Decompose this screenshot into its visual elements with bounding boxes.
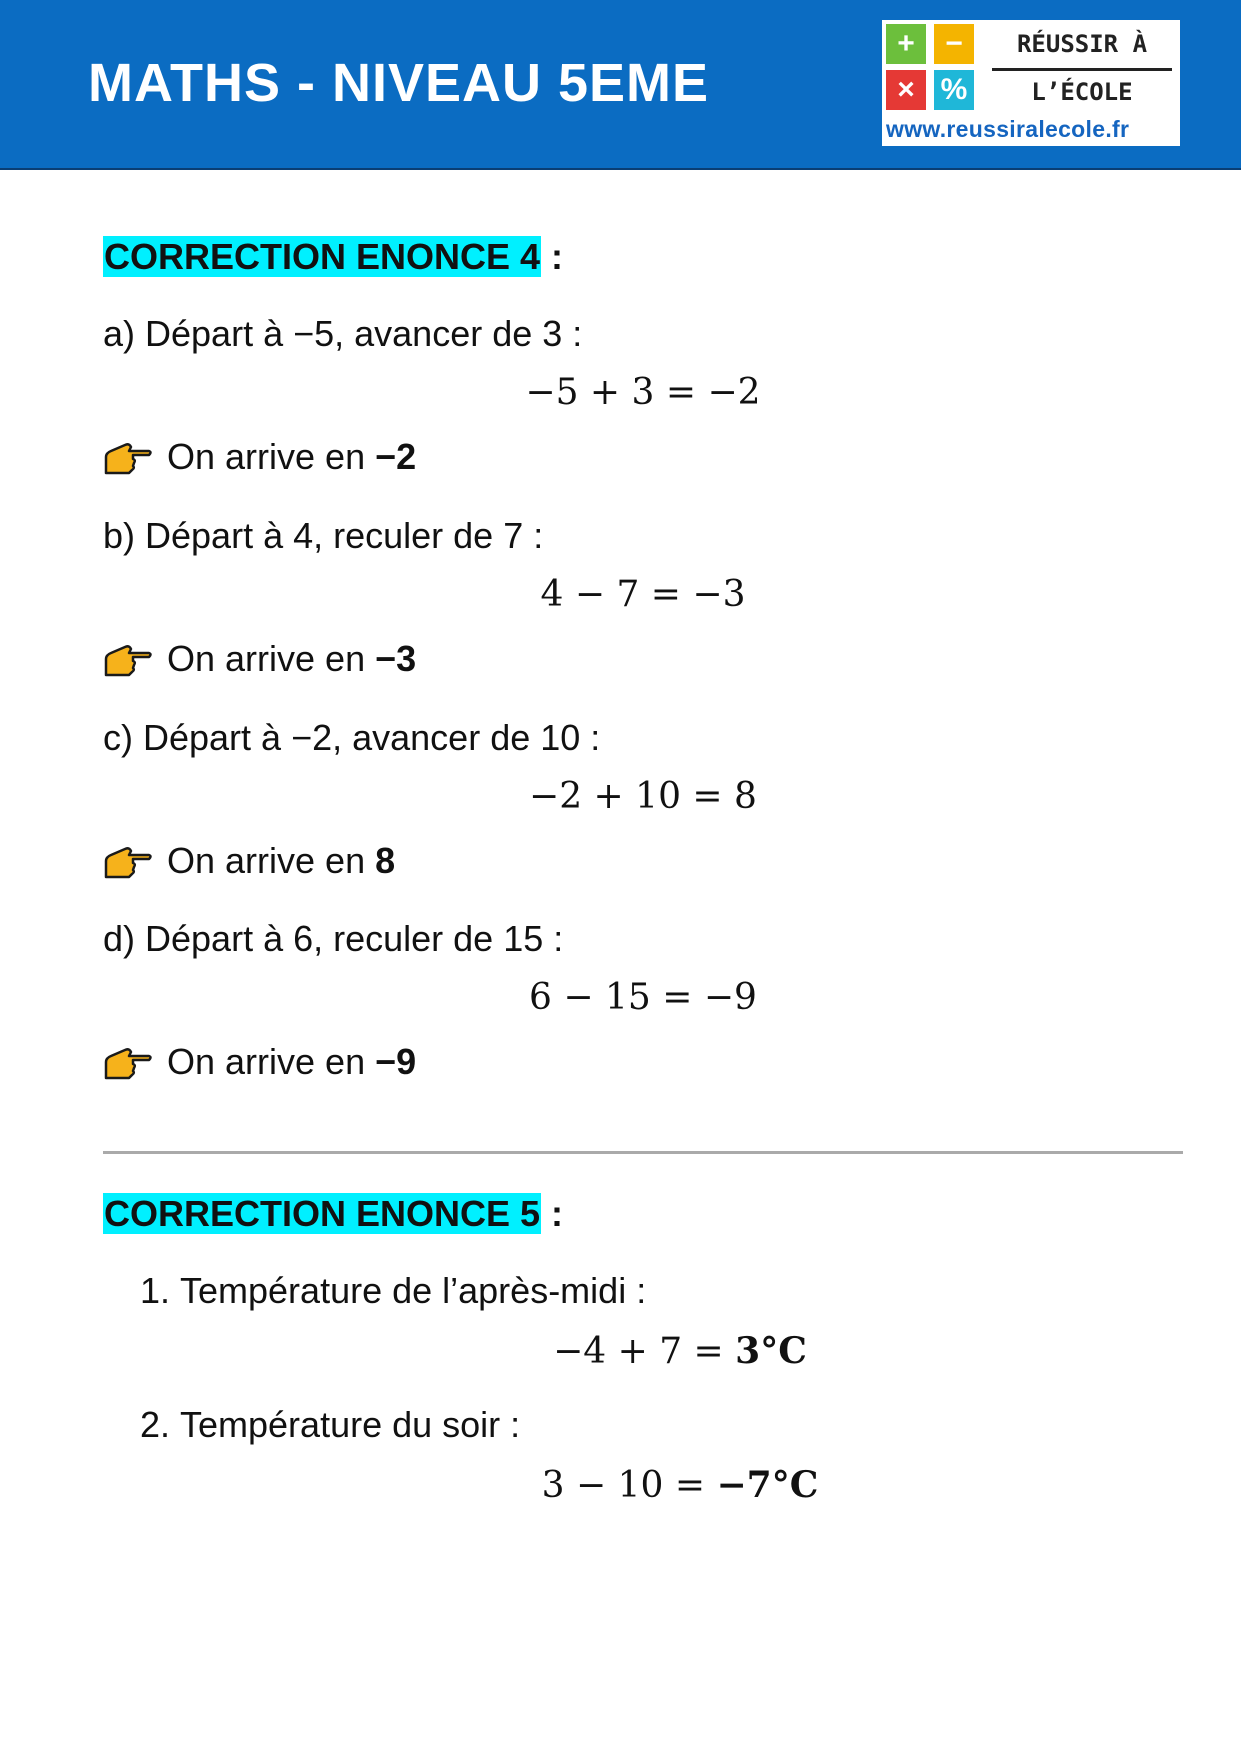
plus-symbol: + [897,27,915,60]
equation-1-left: −4 + 7 = [553,1331,736,1372]
page-title: MATHS - NIVEAU 5EME [88,53,710,113]
answer-a-prefix: On arrive en [167,436,366,477]
section5-title [103,1193,563,1235]
answer-c-prefix: On arrive en [167,840,366,881]
equation-2-result: −7 [716,1464,772,1506]
minus-symbol: − [945,27,963,60]
pointing-hand-icon [103,1044,153,1080]
pointing-hand-icon [103,439,153,475]
answer-d-value: −9 [375,1041,417,1082]
pointing-hand-icon [103,641,153,677]
equation-1-unit: °C [760,1330,807,1372]
question-c: c) Départ à −2, avancer de 10 : [103,717,601,758]
logo-text-line2: L’ÉCOLE [1031,78,1133,106]
answer-d-prefix: On arrive en [167,1041,366,1082]
logo-url-link[interactable]: www.reussiralecole.fr [886,116,1130,142]
equation-b: 4 − 7 = −3 [540,574,746,615]
equation-2 [140,1464,1220,1506]
equation-c: −2 + 10 = 8 [529,776,757,817]
equation-d: 6 − 15 = −9 [529,977,757,1018]
site-logo[interactable] [882,20,1180,146]
section4-title-colon: : [541,236,564,277]
page-header [0,0,1241,170]
equation-1-result: 3 [735,1330,761,1372]
list-item-1-number: 1. [140,1270,171,1311]
times-tile-icon [886,70,926,110]
answer-b-value: −3 [375,638,417,679]
question-b: b) Départ à 4, reculer de 7 : [103,515,544,556]
answer-a-value: −2 [375,436,417,477]
list-item-1 [140,1270,646,1312]
answer-c [103,840,395,882]
section5-title-colon: : [541,1193,564,1234]
answer-a [103,436,416,478]
times-symbol: × [897,73,915,106]
equation-2-unit: °C [771,1464,819,1506]
section-divider [103,1151,1183,1154]
question-d: d) Départ à 6, reculer de 15 : [103,918,564,959]
equation-1 [140,1330,1220,1372]
section4-title-highlight: CORRECTION ENONCE 4 [104,236,541,277]
plus-tile-icon [886,24,926,64]
equation-2-left: 3 − 10 = [541,1465,717,1506]
section5-title-highlight: CORRECTION ENONCE 5 [104,1193,541,1234]
question-a: a) Départ à −5, avancer de 3 : [103,313,583,354]
logo-text-line1: RÉUSSIR À [1016,30,1148,58]
percent-tile-icon [934,70,974,110]
list-item-2-number: 2. [140,1404,171,1445]
percent-symbol: % [940,73,968,106]
list-item-2-label: Température du soir : [180,1404,521,1445]
answer-d [103,1041,416,1083]
answer-b-prefix: On arrive en [167,638,366,679]
pointing-hand-icon [103,843,153,879]
answer-c-value: 8 [375,840,396,881]
equation-a: −5 + 3 = −2 [525,372,761,413]
list-item-2 [140,1404,520,1446]
answer-b [103,638,416,680]
logo-divider [992,68,1172,71]
minus-tile-icon [934,24,974,64]
section4-title [103,236,563,278]
list-item-1-label: Température de l’après-midi : [180,1270,647,1311]
